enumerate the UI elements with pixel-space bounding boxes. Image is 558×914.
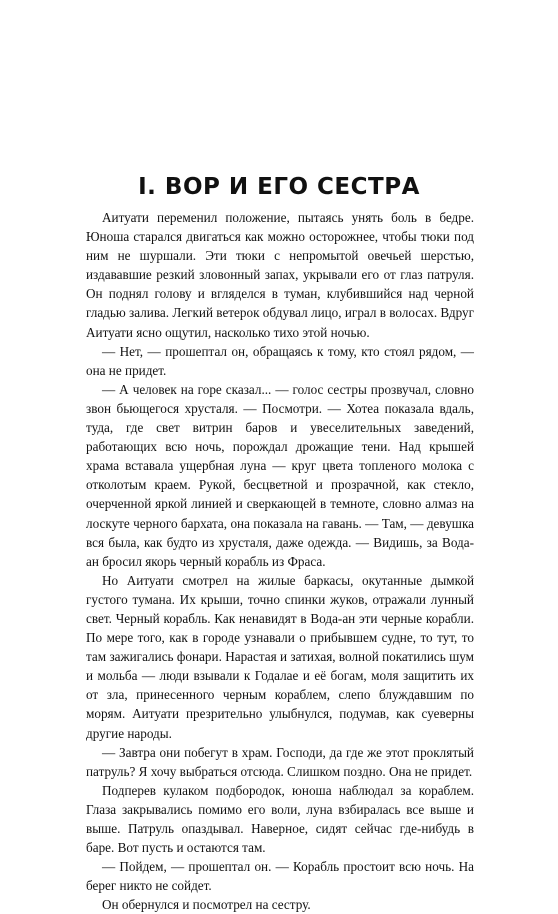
paragraph: Он обернулся и посмотрел на сестру. [102, 897, 311, 913]
paragraph: — Пойдем, — прошептал он. — Корабль простоит всю ночь. На берег никто не сойдет. [86, 859, 474, 894]
paragraph: — Завтра они побегут в храм. Господи, да где же этот проклятый патруль? Я хочу выбраться отсюда. Слишком поздно. Она не придет. [86, 744, 474, 779]
chapter-body [86, 208, 474, 914]
paragraph: Аитуати переменил положение, пытаясь унять боль в бедре. Юноша старался двигаться как можно осторожнее, чтобы тюки под ним не шуршали. Эти тюки с непромытой овечьей шерстью, издававшие резкий зловонный запах, укрывали его от глаз патруля. Он поднял голову и вгляделся в туман, клубившийся над черной гладью залива. Легкий ветерок обдувал лицо, играл в волосах. Вдруг Аитуати ясно ощутил, насколько тихо этой ночью. [86, 210, 475, 340]
paragraph: Но Аитуати смотрел на жилые баркасы, окутанные дымкой густого тумана. Их крыши, точно спинки жуков, отражали лунный свет. Черный корабль. Как ненавидят в Вода-ан эти черные корабли. По мере того, как в городе узнавали о прибывшем судне, то тут, то там зажигались фонари. Нарастая и затихая, волной покатились шум и мольба — люди взывали к Годалае и её богам, моля защитить их от зла, принесенного черным кораблем, слепо блуждавшим по морям. Аитуати презрительно улыбнулся, подумав, как суеверны другие народы. [86, 572, 474, 741]
paragraph: Подперев кулаком подбородок, юноша наблюдал за кораблем. Глаза закрывались помимо его воли, луна взбиралась все выше и выше. Патруль опаздывал. Наверное, сидят сейчас где-нибудь в баре. Вот пусть и остаются там. [86, 782, 474, 856]
paragraph: — Нет, — прошептал он, обращаясь к тому, кто стоял рядом, — она не придет. [86, 343, 474, 378]
chapter-title: I. ВОР И ЕГО СЕСТРА [138, 174, 420, 200]
paragraph: — А человек на горе сказал... — голос сестры прозвучал, словно звон бьющегося хрусталя. — Посмотри. — Хотеа показала вдаль, туда, где свет витрин баров и увеселительных заведений, работающих всю ночь, порождал дрожащие тени. Над крышей храма вставала ущербная луна — круг цвета топленого молока с отколотым краем. Рукой, бесцветной и прозрачной, как стекло, очерченной яркой линией и сверкающей в темноте, словно алмаз на лоскуте черного бархата, она показала на гавань. — Там, — девушка вся была, как будто из хрусталя, даже одежда. — Видишь, за Вода-ан бросил якорь черный корабль из Фраса. [86, 381, 474, 569]
